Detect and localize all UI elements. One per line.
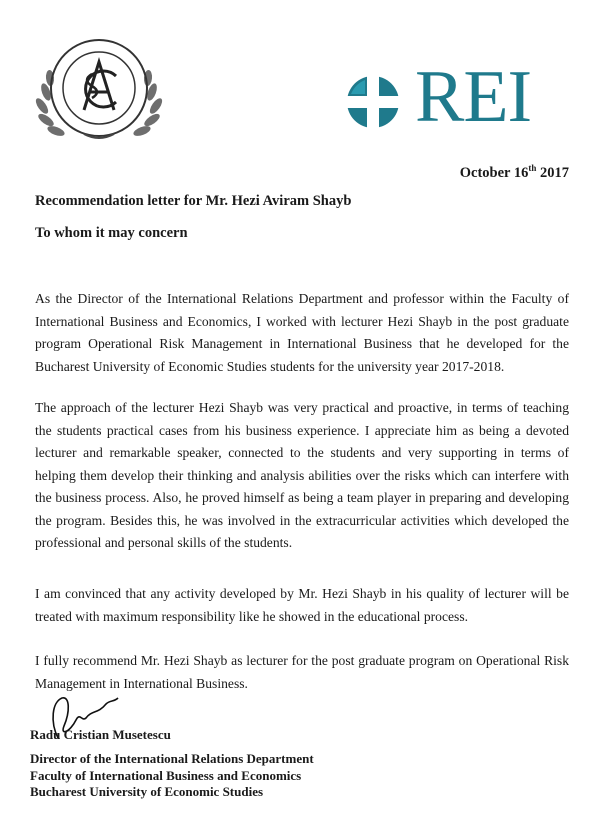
rei-logo-text: REI	[415, 56, 532, 138]
letter-subject: Recommendation letter for Mr. Hezi Aviram Shayb	[35, 193, 352, 209]
paragraph: As the Director of the International Relations Department and professor within the Faculty of International Business and Economics, I worked with lecturer Hezi Shayb in the post graduate program Operational Risk Management in International Business that he developed for the Bucharest University of Economic Studies students for the university year 2017-2018.	[35, 291, 569, 374]
date-month-day: October 16	[459, 164, 529, 181]
signer-titles	[30, 751, 314, 801]
paragraph: I am convinced that any activity developed by Mr. Hezi Shayb in his quality of lecturer will be treated with maximum responsibility like he showed in the educational process.	[35, 586, 569, 624]
rei-emblem-icon	[343, 72, 413, 132]
signer-name: Radu Cristian Musetescu	[30, 727, 171, 742]
signer-title: Bucharest University of Economic Studies	[30, 784, 264, 799]
date-year: 2017	[536, 164, 569, 181]
rei-logo	[343, 56, 573, 138]
signer-title: Faculty of International Business and Economics	[30, 767, 302, 783]
ase-university-seal-icon	[24, 30, 174, 150]
signer-title: Director of the International Relations Department	[30, 751, 314, 766]
date-ordinal: th	[528, 163, 537, 173]
letter-date	[460, 163, 569, 182]
paragraph: The approach of the lecturer Hezi Shayb was very practical and proactive, in terms of teaching the students practical cases from his business experience. I appreciate him as being a devoted lecturer and remarkable speaker, connected to the students and very supporting in terms of helping them develop their thinking and analysis abilities over the risks which can interfere with the business process. Also, he proved himself as being a team player in preparing and developing the program. Besides this, he was involved in the extracurricular activities which developed the professional and personal skills of the students.	[35, 400, 569, 550]
paragraph: I fully recommend Mr. Hezi Shayb as lecturer for the post graduate program on Operational Risk Management in International Business.	[35, 653, 569, 691]
letter-salutation: To whom it may concern	[35, 225, 188, 241]
